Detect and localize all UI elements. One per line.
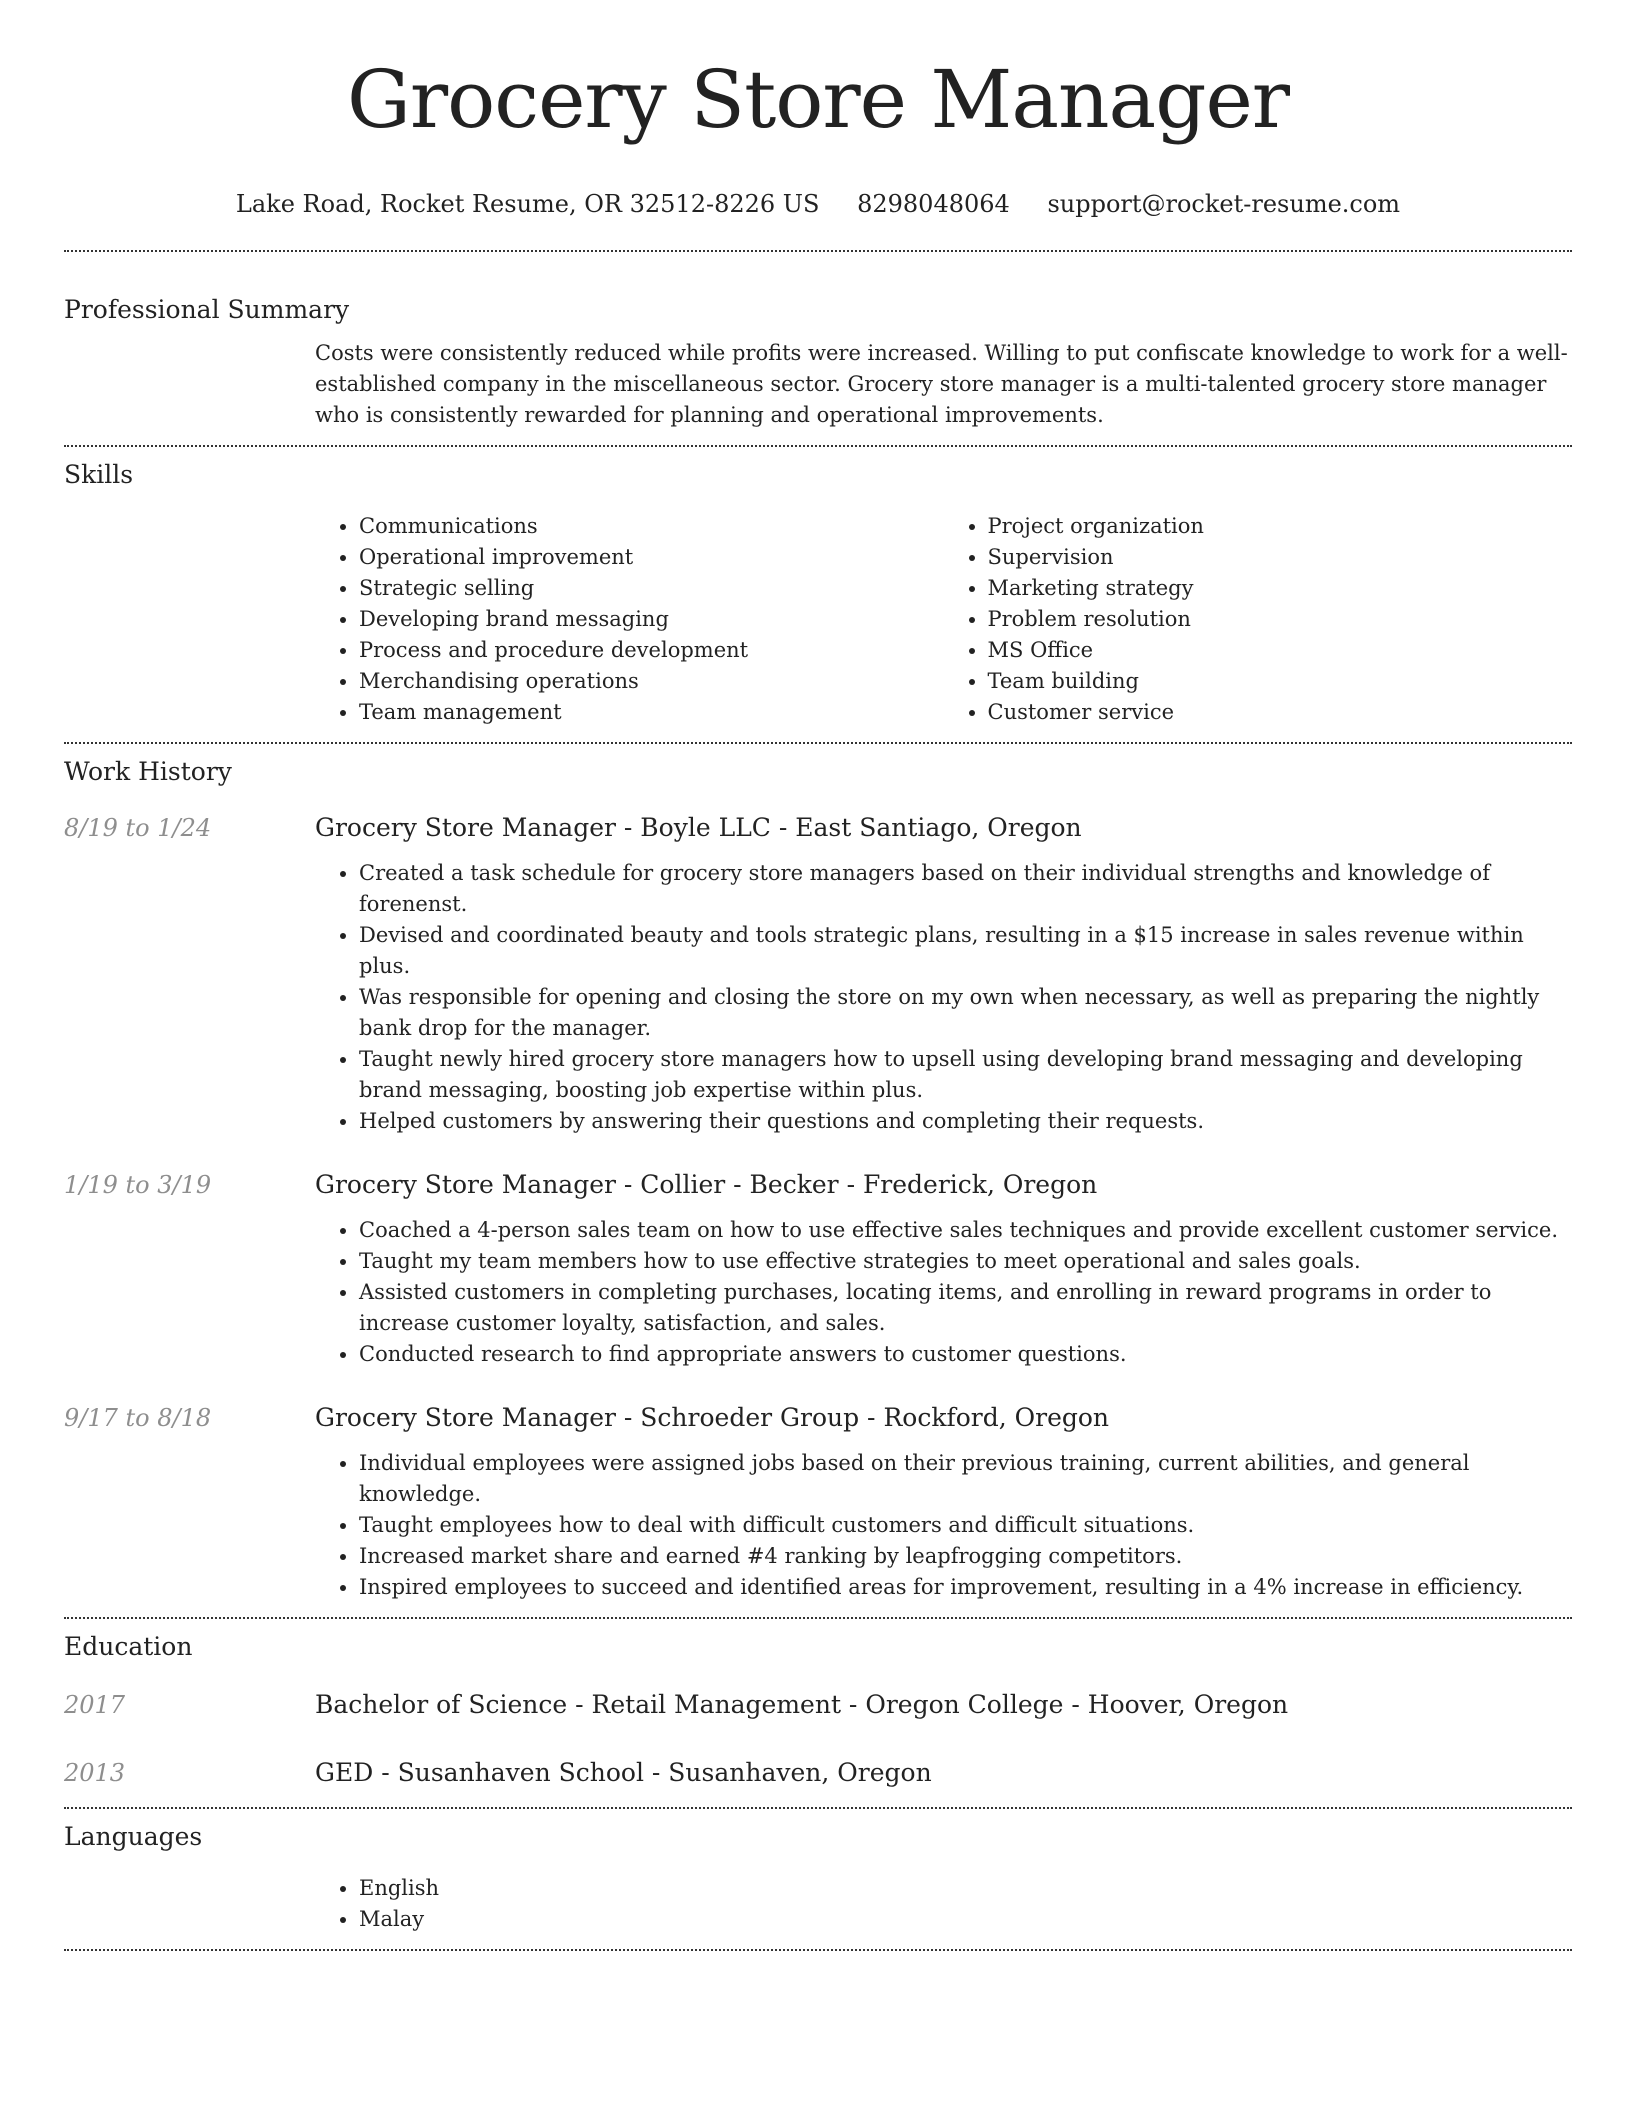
language-item: • English (359, 1873, 1572, 1904)
job-entry (64, 810, 1572, 1137)
summary-section (64, 252, 1572, 431)
education-year: 2017 (64, 1691, 126, 1719)
work-section (64, 744, 1572, 1603)
skill-item: • Marketing strategy (988, 573, 1573, 604)
languages-list (315, 1873, 1572, 1935)
skills-list-left (315, 511, 944, 728)
job-date: 1/19 to 3/19 (64, 1171, 212, 1199)
job-bullet: • Taught my team members how to use effective strategies to meet operational and sales goals. (359, 1246, 1572, 1277)
job-bullet: • Individual employees were assigned jobs based on their previous training, current abilities, and general knowledge. (359, 1448, 1572, 1510)
contact-phone: 8298048064 (857, 190, 1010, 218)
job-bullet: • Assisted customers in completing purchases, locating items, and enrolling in reward programs in order to increase customer loyalty, satisfaction, and sales. (359, 1277, 1572, 1339)
contact-email[interactable]: support@rocket-resume.com (1047, 190, 1401, 218)
resume-page (64, 0, 1572, 1951)
skills-columns (315, 511, 1572, 728)
skill-item: • Developing brand messaging (359, 604, 944, 635)
education-entry (64, 1755, 1572, 1791)
language-item: • Malay (359, 1904, 1572, 1935)
work-heading: Work History (64, 757, 232, 786)
job-date: 9/17 to 8/18 (64, 1404, 212, 1432)
education-heading: Education (64, 1632, 193, 1661)
education-section (64, 1619, 1572, 1791)
skill-item: • Process and procedure development (359, 635, 944, 666)
education-year: 2013 (64, 1759, 126, 1787)
skill-item: • Operational improvement (359, 542, 944, 573)
skill-item: • MS Office (988, 635, 1573, 666)
job-title: Grocery Store Manager - Boyle LLC - East Santiago, Oregon (315, 813, 1082, 842)
job-title: Grocery Store Manager - Schroeder Group - Rockford, Oregon (315, 1403, 1110, 1432)
job-bullet: • Created a task schedule for grocery store managers based on their individual strengths and knowledge of forenenst. (359, 858, 1572, 920)
contact-line (64, 188, 1572, 220)
job-bullet: • Conducted research to find appropriate answers to customer questions. (359, 1339, 1572, 1370)
languages-section (64, 1809, 1572, 1935)
skill-item: • Team building (988, 666, 1573, 697)
education-entry (64, 1687, 1572, 1723)
skill-item: • Customer service (988, 697, 1573, 728)
skills-heading: Skills (64, 460, 134, 489)
job-bullet: • Was responsible for opening and closing the store on my own when necessary, as well as preparing the nightly bank drop for the manager. (359, 982, 1572, 1044)
resume-title: Grocery Store Manager (346, 53, 1290, 146)
job-bullet: • Increased market share and earned #4 ranking by leapfrogging competitors. (359, 1541, 1572, 1572)
contact-address: Lake Road, Rocket Resume, OR 32512-8226 US (235, 190, 820, 218)
job-bullet: • Taught newly hired grocery store managers how to upsell using developing brand messaging and developing brand messaging, boosting job expertise within plus. (359, 1044, 1572, 1106)
languages-heading: Languages (64, 1822, 203, 1851)
job-bullet: • Coached a 4-person sales team on how to use effective sales techniques and provide excellent customer service. (359, 1215, 1572, 1246)
skill-item: • Problem resolution (988, 604, 1573, 635)
summary-heading: Professional Summary (64, 295, 350, 324)
summary-text: Costs were consistently reduced while profits were increased. Willing to put confiscate knowledge to work for a well-established company in the miscellaneous sector. Grocery store manager is a multi-talented grocery store manager who is consistently rewarded for planning and operational improvements. (315, 341, 1568, 427)
education-degree: GED - Susanhaven School - Susanhaven, Oregon (315, 1758, 932, 1787)
job-date: 8/19 to 1/24 (64, 814, 212, 842)
skill-item: • Strategic selling (359, 573, 944, 604)
skill-item: • Merchandising operations (359, 666, 944, 697)
skills-section (64, 447, 1572, 728)
job-entry (64, 1167, 1572, 1370)
job-bullet: • Helped customers by answering their questions and completing their requests. (359, 1106, 1572, 1137)
job-bullet: • Inspired employees to succeed and identified areas for improvement, resulting in a 4% increase in efficiency. (359, 1572, 1572, 1603)
job-bullet: • Devised and coordinated beauty and tools strategic plans, resulting in a $15 increase in sales revenue within plus. (359, 920, 1572, 982)
skill-item: • Communications (359, 511, 944, 542)
job-bullets (315, 858, 1572, 1137)
job-title: Grocery Store Manager - Collier - Becker - Frederick, Oregon (315, 1170, 1098, 1199)
education-degree: Bachelor of Science - Retail Management - Oregon College - Hoover, Oregon (315, 1690, 1289, 1719)
job-bullet: • Taught employees how to deal with difficult customers and difficult situations. (359, 1510, 1572, 1541)
skills-list-right (944, 511, 1573, 728)
skill-item: • Project organization (988, 511, 1573, 542)
divider (64, 1949, 1572, 1951)
skill-item: • Supervision (988, 542, 1573, 573)
job-bullets (315, 1448, 1572, 1603)
skill-item: • Team management (359, 697, 944, 728)
job-bullets (315, 1215, 1572, 1370)
job-entry (64, 1400, 1572, 1603)
